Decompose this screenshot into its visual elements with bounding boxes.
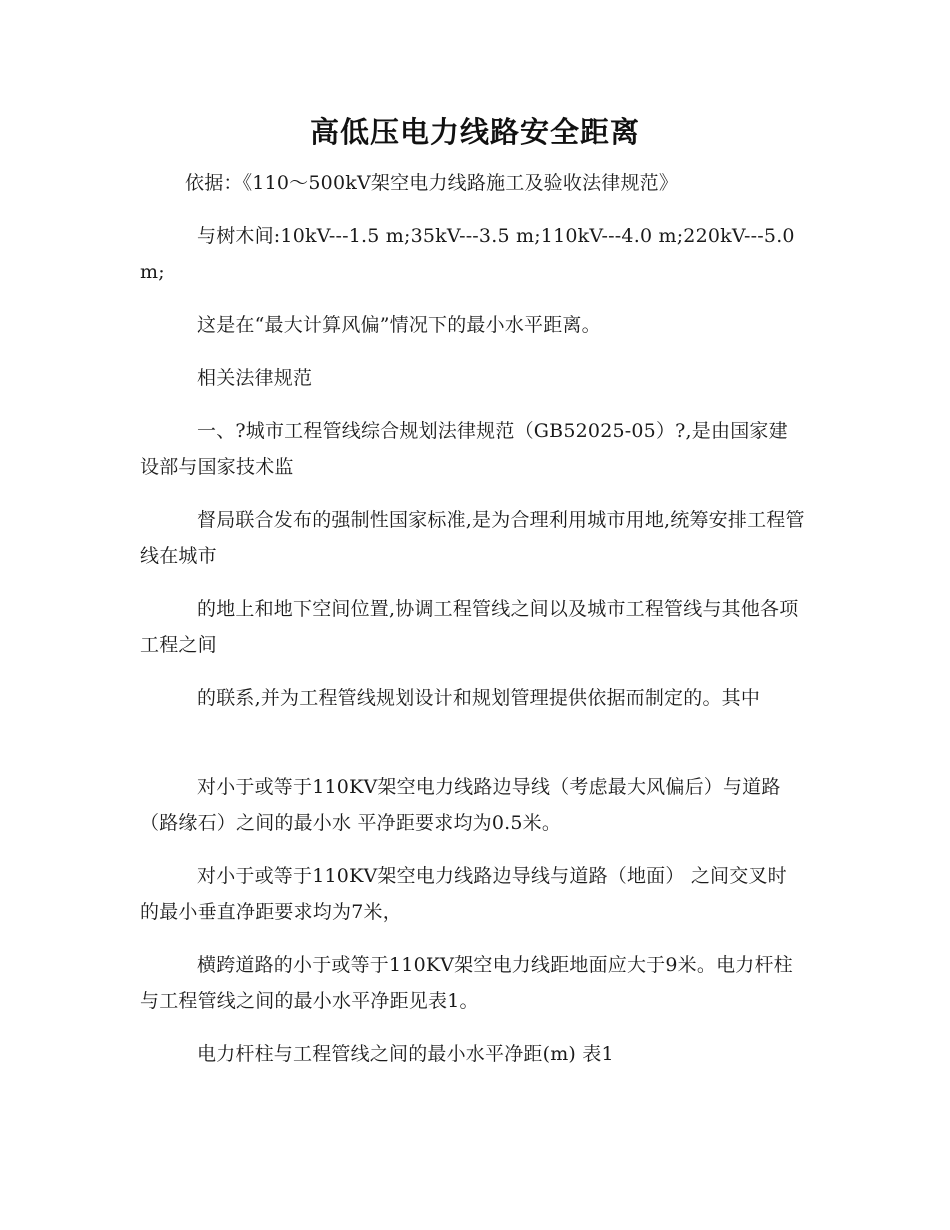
standard-intro-paragraph: 一、?城市工程管线综合规划法律规范（GB52025-05）?,是由国家建设部与国家技术监	[140, 420, 788, 478]
table-caption: 电力杆柱与工程管线之间的最小水平净距(m) 表1	[197, 1043, 614, 1065]
standard-coordination-paragraph: 的地上和地下空间位置,协调工程管线之间以及城市工程管线与其他各项工程之间	[140, 598, 799, 656]
tree-distance-paragraph: 与树木间:10kV---1.5 m;35kV---3.5 m;110kV---4.0 m;220kV---5.0 m;	[140, 225, 795, 283]
horizontal-clearance-paragraph: 对小于或等于110KV架空电力线路边导线（考虑最大风偏后）与道路（路缘石）之间的最小水 平净距要求均为0.5米。	[140, 776, 781, 834]
vertical-clearance-paragraph: 对小于或等于110KV架空电力线路边导线与道路（地面） 之间交叉时的最小垂直净距要求均为7米，	[140, 865, 787, 923]
related-standards-heading: 相关法律规范	[197, 367, 313, 389]
basis-paragraph: 依据：《110～500kV架空电力线路施工及验收法律规范》	[185, 172, 679, 194]
document-title: 高低压电力线路安全距离	[309, 115, 640, 149]
standard-purpose-paragraph: 督局联合发布的强制性国家标准,是为合理利用城市用地,统筹安排工程管线在城市	[140, 509, 805, 567]
wind-deviation-paragraph: 这是在“最大计算风偏”情况下的最小水平距离。	[197, 314, 601, 336]
crossing-road-paragraph: 横跨道路的小于或等于110KV架空电力线距地面应大于9米。电力杆柱与工程管线之间的最小水平净距见表1。	[140, 954, 793, 1012]
standard-relation-paragraph: 的联系,并为工程管线规划设计和规划管理提供依据而制定的。其中	[197, 687, 761, 709]
